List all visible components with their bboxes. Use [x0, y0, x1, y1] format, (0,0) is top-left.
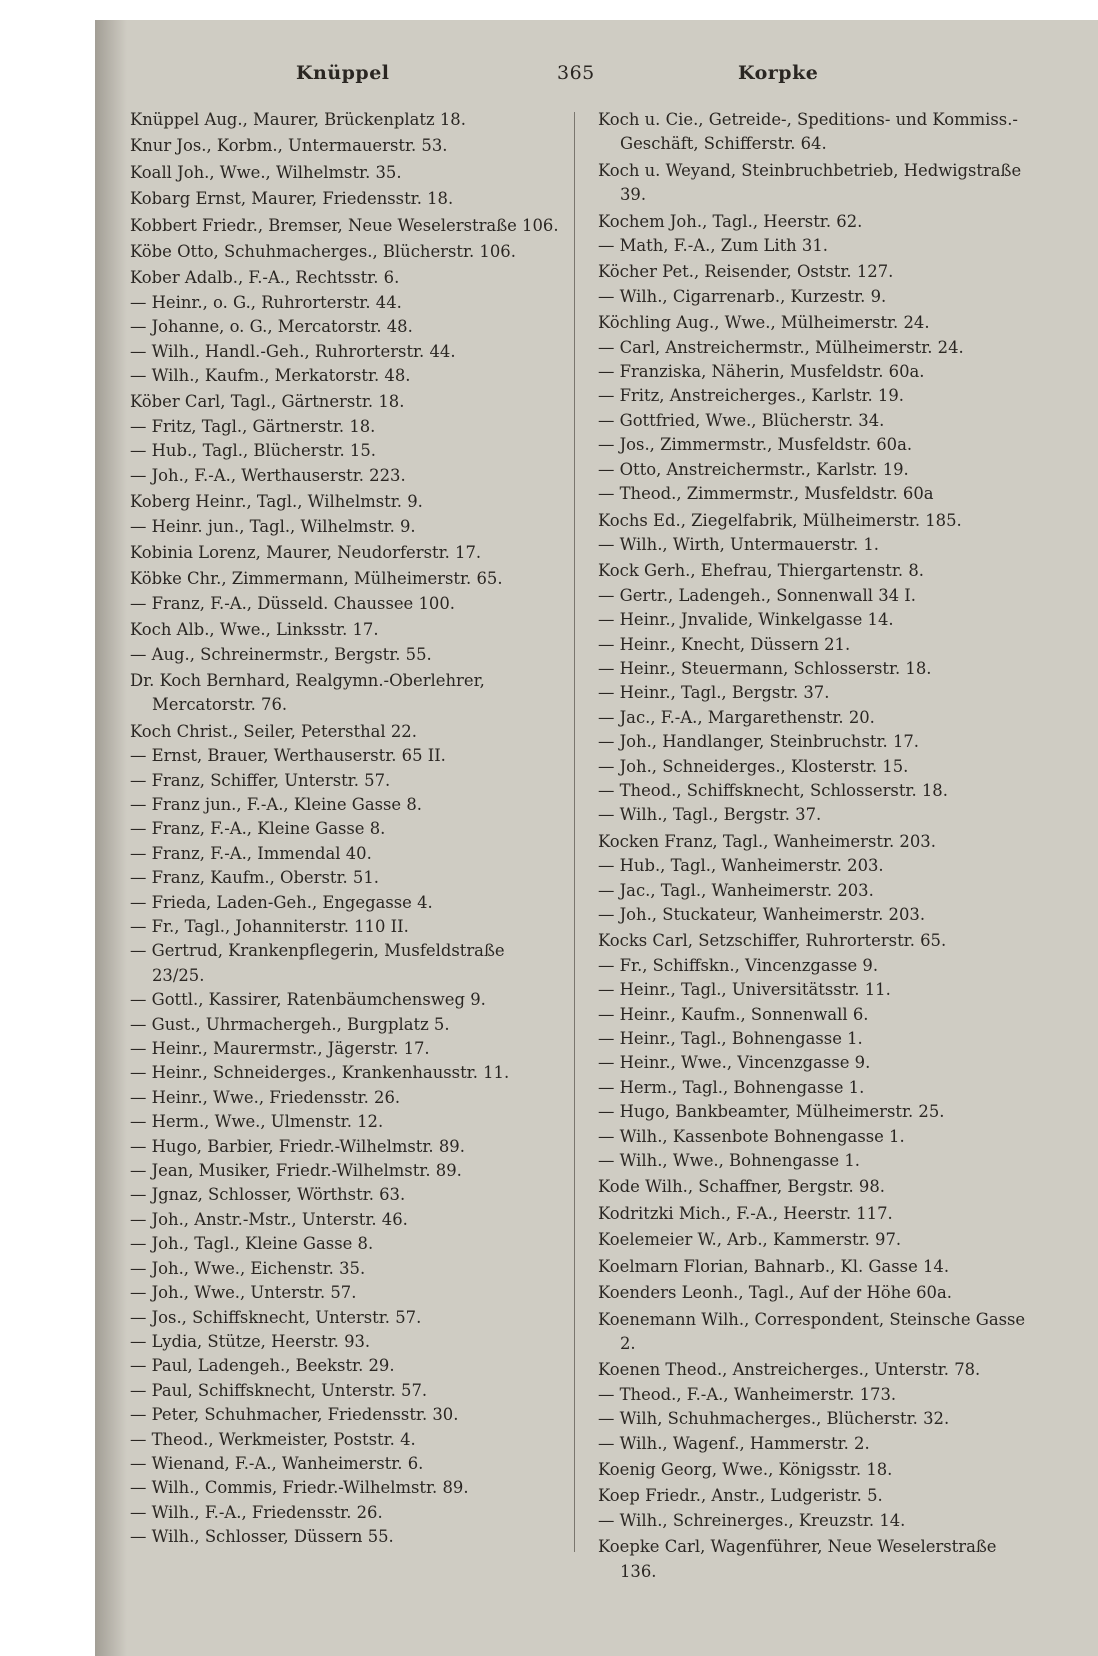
directory-entry: Koch u. Cie., Getreide-, Speditions- und Kommiss.-Geschäft, Schifferstr. 64. — [598, 110, 1018, 154]
directory-entry: — Jean, Musiker, Friedr.-Wilhelmstr. 89. — [130, 1161, 462, 1181]
directory-entry: — Jos., Zimmermstr., Musfeldstr. 60a. — [598, 435, 913, 455]
directory-entry: Koall Joh., Wwe., Wilhelmstr. 35. — [130, 162, 402, 182]
directory-entry: — Wilh., Commis, Friedr.-Wilhelmstr. 89. — [130, 1478, 469, 1498]
directory-entry: — Fritz, Anstreicherges., Karlstr. 19. — [598, 386, 904, 406]
directory-entry: Kodritzki Mich., F.-A., Heerstr. 117. — [598, 1203, 893, 1223]
directory-entry: — Carl, Anstreichermstr., Mülheimerstr. 24. — [598, 337, 964, 357]
directory-entry: — Wilh., Tagl., Bergstr. 37. — [598, 805, 822, 825]
directory-entry: — Wilh., Wagenf., Hammerstr. 2. — [598, 1433, 870, 1453]
directory-entry: — Joh., Wwe., Eichenstr. 35. — [130, 1258, 366, 1278]
directory-entry: — Hub., Tagl., Wanheimerstr. 203. — [598, 856, 884, 876]
directory-entry: — Franziska, Näherin, Musfeldstr. 60a. — [598, 362, 925, 382]
directory-entry: Köbe Otto, Schuhmacherges., Blücherstr. 106. — [130, 242, 516, 262]
page-number: 365 — [557, 62, 595, 84]
directory-entry: — Theod., Werkmeister, Poststr. 4. — [130, 1429, 416, 1449]
directory-entry: — Wilh, Schuhmacherges., Blücherstr. 32. — [598, 1409, 950, 1429]
directory-entry: — Wilh., Kassenbote Bohnengasse 1. — [598, 1126, 905, 1146]
directory-entry: Koenen Theod., Anstreicherges., Unterstr. 78. — [598, 1360, 981, 1380]
directory-entry: Köchling Aug., Wwe., Mülheimerstr. 24. — [598, 313, 930, 333]
directory-entry: — Joh., Wwe., Unterstr. 57. — [130, 1283, 357, 1303]
directory-entry: — Franz, Kaufm., Oberstr. 51. — [130, 868, 379, 888]
directory-entry: Koch Alb., Wwe., Linksstr. 17. — [130, 620, 379, 640]
directory-entry: — Wilh., Handl.-Geh., Ruhrorterstr. 44. — [130, 341, 456, 361]
directory-entry: — Otto, Anstreichermstr., Karlstr. 19. — [598, 459, 909, 479]
directory-entry: — Jgnaz, Schlosser, Wörthstr. 63. — [130, 1185, 406, 1205]
directory-entry: Köbke Chr., Zimmermann, Mülheimerstr. 65. — [130, 569, 503, 589]
directory-entry: — Franz jun., F.-A., Kleine Gasse 8. — [130, 794, 422, 814]
directory-entry: — Joh., Stuckateur, Wanheimerstr. 203. — [598, 905, 926, 924]
directory-entry: — Gertr., Ladengeh., Sonnenwall 34 I. — [598, 585, 916, 605]
directory-column-right — [598, 108, 1038, 1584]
directory-entry: — Franz, F.-A., Immendal 40. — [130, 843, 372, 863]
directory-entry: — Heinr., Kaufm., Sonnenwall 6. — [598, 1004, 869, 1024]
directory-entry: — Paul, Ladengeh., Beekstr. 29. — [130, 1356, 395, 1376]
directory-entry: — Aug., Schreinermstr., Bergstr. 55. — [130, 644, 432, 664]
directory-entry: Dr. Koch Bernhard, Realgymn.-Oberlehrer, Mercatorstr. 76. — [130, 670, 485, 715]
directory-entry: — Wilh., Schlosser, Düssern 55. — [130, 1527, 394, 1547]
directory-entry: Koberg Heinr., Tagl., Wilhelmstr. 9. — [130, 492, 423, 512]
directory-entry: Koenemann Wilh., Correspondent, Steinsche Gasse 2. — [598, 1309, 1026, 1353]
directory-entry: — Heinr., Maurermstr., Jägerstr. 17. — [130, 1039, 430, 1059]
directory-entry: — Gust., Uhrmachergeh., Burgplatz 5. — [130, 1014, 450, 1034]
directory-entry: Kocks Carl, Setzschiffer, Ruhrorterstr. 65. — [598, 931, 947, 951]
directory-entry: — Wienand, F.-A., Wanheimerstr. 6. — [130, 1453, 424, 1473]
directory-entry: Koelmarn Florian, Bahnarb., Kl. Gasse 14. — [598, 1256, 950, 1276]
directory-entry: — Theod., Zimmermstr., Musfeldstr. 60a — [598, 484, 934, 504]
directory-entry: — Johanne, o. G., Mercatorstr. 48. — [130, 317, 413, 337]
directory-entry: — Heinr., Tagl., Bergstr. 37. — [598, 683, 830, 703]
directory-entry: Kode Wilh., Schaffner, Bergstr. 98. — [598, 1177, 885, 1197]
directory-entry: Kober Adalb., F.-A., Rechtsstr. 6. — [130, 268, 400, 288]
directory-entry: Kobbert Friedr., Bremser, Neue Weselerstraße 106. — [130, 215, 559, 235]
directory-entry: — Frieda, Laden-Geh., Engegasse 4. — [130, 892, 433, 912]
directory-entry: — Wilh., Cigarrenarb., Kurzestr. 9. — [598, 286, 887, 306]
directory-entry: — Lydia, Stütze, Heerstr. 93. — [130, 1331, 371, 1351]
directory-entry: — Wilh., F.-A., Friedensstr. 26. — [130, 1502, 383, 1522]
directory-column-left — [130, 108, 560, 1550]
directory-entry: — Hugo, Bankbeamter, Mülheimerstr. 25. — [598, 1102, 945, 1122]
directory-entry: — Herm., Wwe., Ulmenstr. 12. — [130, 1112, 384, 1132]
directory-entry: — Ernst, Brauer, Werthauserstr. 65 II. — [130, 746, 446, 766]
directory-entry: — Gertrud, Krankenpflegerin, Musfeldstraße 23/25. — [130, 941, 505, 985]
directory-entry: — Heinr., Steuermann, Schlosserstr. 18. — [598, 658, 932, 678]
directory-entry: Koenig Georg, Wwe., Königsstr. 18. — [598, 1459, 893, 1479]
directory-entry: Koelemeier W., Arb., Kammerstr. 97. — [598, 1230, 902, 1250]
directory-entry: — Franz, Schiffer, Unterstr. 57. — [130, 770, 391, 790]
directory-entry: — Heinr., Jnvalide, Winkelgasse 14. — [598, 610, 894, 630]
directory-entry: — Heinr. jun., Tagl., Wilhelmstr. 9. — [130, 516, 416, 536]
directory-entry: — Fritz, Tagl., Gärtnerstr. 18. — [130, 416, 376, 436]
directory-entry: — Hub., Tagl., Blücherstr. 15. — [130, 441, 377, 461]
directory-entry: — Heinr., Tagl., Universitätsstr. 11. — [598, 980, 891, 1000]
directory-entry: — Wilh., Schreinerges., Kreuzstr. 14. — [598, 1510, 906, 1530]
directory-entry: — Gottl., Kassirer, Ratenbäumchensweg 9. — [130, 990, 486, 1010]
directory-entry: — Math, F.-A., Zum Lith 31. — [598, 236, 828, 256]
directory-entry: Knur Jos., Korbm., Untermauerstr. 53. — [130, 136, 448, 156]
directory-entry: — Joh., Tagl., Kleine Gasse 8. — [130, 1234, 374, 1254]
directory-entry: — Joh., Schneiderges., Klosterstr. 15. — [598, 756, 909, 776]
directory-entry: — Heinr., Tagl., Bohnengasse 1. — [598, 1029, 863, 1049]
directory-entry: — Theod., Schiffsknecht, Schlosserstr. 18. — [598, 780, 948, 800]
directory-entry: Kochem Joh., Tagl., Heerstr. 62. — [598, 211, 863, 231]
directory-entry: — Hugo, Barbier, Friedr.-Wilhelmstr. 89. — [130, 1136, 465, 1156]
directory-entry: — Heinr., Knecht, Düssern 21. — [598, 634, 851, 654]
directory-entry: Köcher Pet., Reisender, Oststr. 127. — [598, 262, 894, 282]
running-head-left: Knüppel — [296, 62, 390, 84]
directory-entry: — Joh., F.-A., Werthauserstr. 223. — [130, 465, 406, 485]
directory-entry: — Joh., Handlanger, Steinbruchstr. 17. — [598, 732, 920, 752]
directory-entry: — Herm., Tagl., Bohnengasse 1. — [598, 1077, 865, 1097]
directory-entry: Köber Carl, Tagl., Gärtnerstr. 18. — [130, 392, 405, 412]
directory-entry: Knüppel Aug., Maurer, Brückenplatz 18. — [130, 110, 466, 129]
directory-entry: — Franz, F.-A., Kleine Gasse 8. — [130, 819, 386, 839]
directory-entry: — Jos., Schiffsknecht, Unterstr. 57. — [130, 1307, 422, 1327]
directory-entry: — Heinr., Schneiderges., Krankenhausstr. 11. — [130, 1063, 510, 1083]
directory-entry: Kocken Franz, Tagl., Wanheimerstr. 203. — [598, 831, 936, 851]
directory-entry: Koenders Leonh., Tagl., Auf der Höhe 60a. — [598, 1283, 952, 1303]
directory-entry: — Joh., Anstr.-Mstr., Unterstr. 46. — [130, 1209, 408, 1229]
directory-entry: — Fr., Schiffskn., Vincenzgasse 9. — [598, 955, 879, 975]
directory-entry: — Heinr., Wwe., Friedensstr. 26. — [130, 1087, 401, 1107]
directory-entry: Kock Gerh., Ehefrau, Thiergartenstr. 8. — [598, 561, 924, 581]
directory-entry: — Jac., F.-A., Margarethenstr. 20. — [598, 707, 875, 727]
directory-entry: — Wilh., Kaufm., Merkatorstr. 48. — [130, 366, 411, 386]
column-divider — [574, 112, 575, 1552]
directory-entry: — Jac., Tagl., Wanheimerstr. 203. — [598, 880, 874, 900]
directory-entry: — Gottfried, Wwe., Blücherstr. 34. — [598, 410, 885, 430]
directory-entry: Kobarg Ernst, Maurer, Friedensstr. 18. — [130, 189, 454, 209]
directory-entry: — Paul, Schiffsknecht, Unterstr. 57. — [130, 1380, 428, 1400]
directory-entry: Kochs Ed., Ziegelfabrik, Mülheimerstr. 185. — [598, 510, 962, 530]
directory-entry: — Heinr., Wwe., Vincenzgasse 9. — [598, 1053, 871, 1073]
directory-entry: — Wilh., Wirth, Untermauerstr. 1. — [598, 534, 880, 554]
directory-entry: — Theod., F.-A., Wanheimerstr. 173. — [598, 1384, 897, 1404]
directory-entry: Kobinia Lorenz, Maurer, Neudorferstr. 17. — [130, 542, 482, 562]
directory-entry: Koch Christ., Seiler, Petersthal 22. — [130, 721, 417, 741]
directory-entry: — Fr., Tagl., Johanniterstr. 110 II. — [130, 917, 409, 936]
directory-entry: — Peter, Schuhmacher, Friedensstr. 30. — [130, 1405, 459, 1425]
directory-entry: Koepke Carl, Wagenführer, Neue Weselerstraße 136. — [598, 1537, 997, 1581]
directory-entry: — Franz, F.-A., Düsseld. Chaussee 100. — [130, 593, 455, 613]
running-head-right: Korpke — [738, 62, 819, 84]
directory-entry: Koch u. Weyand, Steinbruchbetrieb, Hedwigstraße 39. — [598, 160, 1022, 205]
directory-entry: Koep Friedr., Anstr., Ludgeristr. 5. — [598, 1486, 883, 1506]
directory-entry: — Wilh., Wwe., Bohnengasse 1. — [598, 1151, 860, 1171]
directory-entry: — Heinr., o. G., Ruhrorterstr. 44. — [130, 292, 402, 312]
